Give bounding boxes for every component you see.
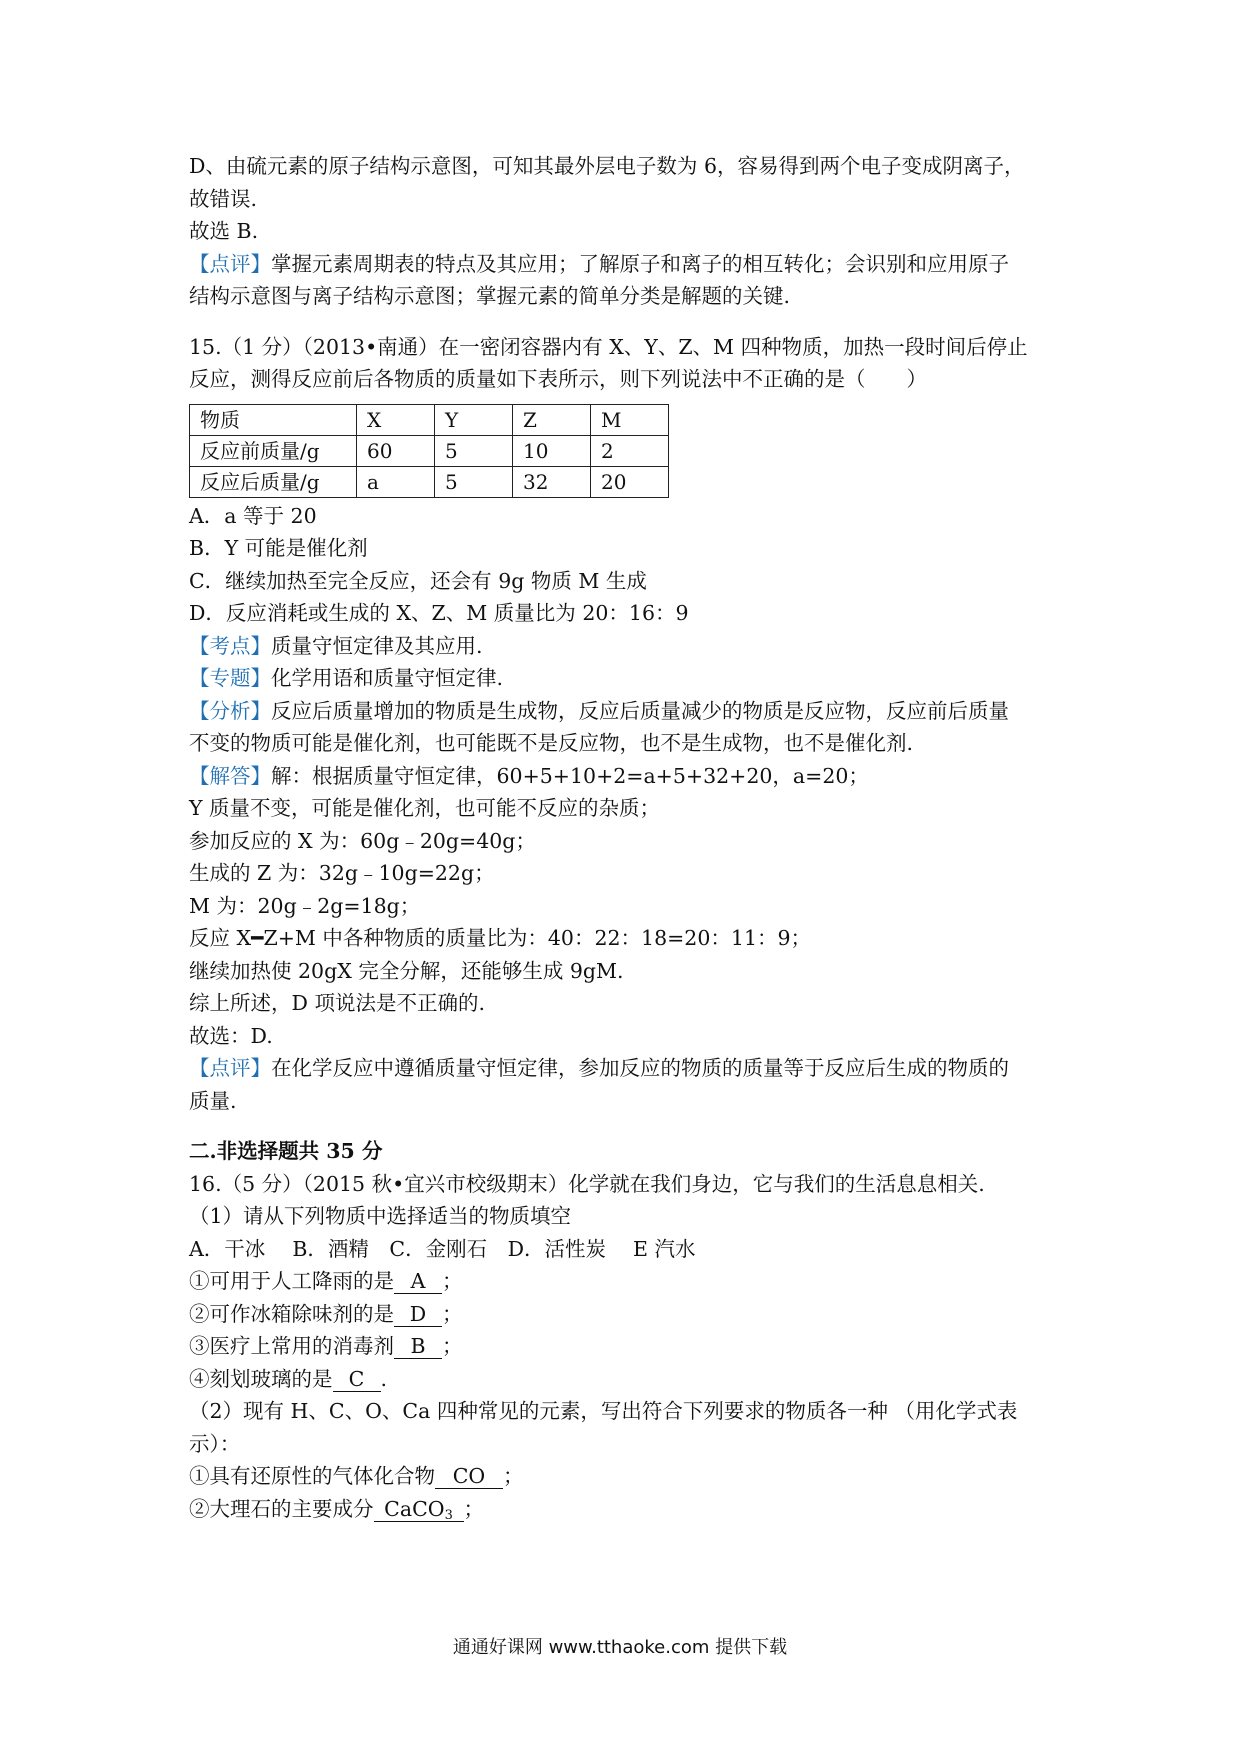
dianping-line1 bbox=[189, 1052, 1059, 1085]
q16-part2-line2: 示）： bbox=[189, 1431, 241, 1456]
table-cell: 5 bbox=[435, 435, 513, 466]
q15-option-c: C．继续加热至完全反应，还会有 9g 物质 M 生成 bbox=[189, 568, 647, 593]
table-cell: a bbox=[357, 466, 435, 497]
q16-item bbox=[189, 1330, 1059, 1363]
section-title: 二.非选择题共 35 分 bbox=[189, 1139, 383, 1163]
jieda-tag: 【解答】 bbox=[189, 763, 271, 788]
kaodian-line bbox=[189, 630, 1059, 663]
jieda-line: 生成的 Z 为：32g﹣10g=22g； bbox=[189, 861, 495, 885]
dianping-tag: 【点评】 bbox=[189, 1056, 271, 1080]
q16-item-suffix: . bbox=[380, 1366, 388, 1391]
table-cell: 60 bbox=[357, 435, 435, 466]
prev-answer-d-line1: D、由硫元素的原子结构示意图，可知其最外层电子数为 6，容易得到两个电子变成阴离子， bbox=[189, 154, 1025, 178]
table-header-cell: 物质 bbox=[190, 404, 357, 435]
mass-table bbox=[189, 404, 669, 498]
q16-part2-item bbox=[189, 1460, 1059, 1493]
fenxi-tag: 【分析】 bbox=[189, 698, 271, 723]
table-row bbox=[190, 466, 669, 497]
q16-item-suffix: ； bbox=[442, 1334, 463, 1358]
fenxi-text: 反应后质量增加的物质是生成物，反应后质量减少的物质是反应物，反应前后质量 bbox=[271, 698, 1009, 723]
jieda-line1 bbox=[189, 760, 1059, 793]
jieda-text: 解：根据质量守恒定律，60+5+10+2=a+5+32+20，a=20； bbox=[271, 763, 869, 788]
table-cell: 5 bbox=[435, 466, 513, 497]
jieda-line: 反应 X━Z+M 中各种物质的质量比为：40：22：18=20：11：9； bbox=[189, 926, 812, 950]
table-cell: 反应前质量/g bbox=[190, 435, 357, 466]
q16-item-suffix: ； bbox=[463, 1496, 484, 1521]
table-header-cell: Z bbox=[513, 404, 591, 435]
jieda-line: Y 质量不变，可能是催化剂，也可能不反应的杂质； bbox=[189, 796, 661, 820]
formula-main: CaCO bbox=[384, 1496, 445, 1521]
fenxi-line2: 不变的物质可能是催化剂，也可能既不是反应物，也不是生成物，也不是催化剂. bbox=[189, 731, 914, 755]
table-cell: 32 bbox=[513, 466, 591, 497]
zhuanti-line bbox=[189, 662, 1059, 695]
jieda-line: 综上所述，D 项说法是不正确的. bbox=[189, 991, 485, 1015]
kaodian-text: 质量守恒定律及其应用. bbox=[271, 633, 483, 658]
table-cell: 10 bbox=[513, 435, 591, 466]
q15-option-d: D．反应消耗或生成的 X、Z、M 质量比为 20：16：9 bbox=[189, 601, 689, 625]
table-header-cell: Y bbox=[435, 404, 513, 435]
table-header-row bbox=[190, 404, 669, 435]
page-footer: 通通好课网 www.tthaoke.com 提供下载 bbox=[452, 1637, 788, 1658]
comment-text: 掌握元素周期表的特点及其应用；了解原子和离子的相互转化；会识别和应用原子 bbox=[271, 251, 1009, 276]
q15-option-b: B．Y 可能是催化剂 bbox=[189, 536, 368, 560]
q15-stem-line2: 反应，测得反应前后各物质的质量如下表所示，则下列说法中不正确的是（ ） bbox=[189, 367, 927, 391]
prev-answer-choice: 故选 B. bbox=[189, 219, 259, 243]
formula-subscript: 3 bbox=[444, 1507, 453, 1523]
answer-blank: B bbox=[394, 1334, 442, 1359]
answer-blank: D bbox=[394, 1302, 442, 1327]
q16-item-prefix: ①可用于人工降雨的是 bbox=[189, 1269, 394, 1293]
zhuanti-text: 化学用语和质量守恒定律. bbox=[271, 666, 504, 690]
q15-stem-line1: 15.（1 分）（2013•南通）在一密闭容器内有 X、Y、Z、M 四种物质，加热一段时间后停止 bbox=[189, 334, 1028, 359]
q16-item-suffix: ； bbox=[442, 1301, 463, 1326]
answer-blank: A bbox=[394, 1269, 442, 1294]
jieda-line: 继续加热使 20gX 完全分解，还能够生成 9gM. bbox=[189, 958, 624, 983]
zhuanti-tag: 【专题】 bbox=[189, 666, 271, 690]
jieda-line: 参加反应的 X 为：60g﹣20g=40g； bbox=[189, 828, 536, 853]
fenxi-line1 bbox=[189, 695, 1059, 728]
dianping-line2: 质量. bbox=[189, 1088, 237, 1113]
table-row bbox=[190, 435, 669, 466]
q16-item-prefix: ①具有还原性的气体化合物 bbox=[189, 1464, 435, 1488]
q16-item-suffix: ； bbox=[503, 1464, 524, 1488]
q16-item bbox=[189, 1298, 1059, 1331]
prev-comment-line2: 结构示意图与离子结构示意图；掌握元素的简单分类是解题的关键. bbox=[189, 284, 791, 308]
document-body bbox=[189, 150, 1059, 1525]
comment-tag: 【点评】 bbox=[189, 251, 271, 276]
q16-item bbox=[189, 1265, 1059, 1298]
jieda-line: M 为：20g﹣2g=18g； bbox=[189, 893, 421, 918]
q16-part1-intro: （1）请从下列物质中选择适当的物质填空 bbox=[189, 1204, 572, 1228]
answer-blank: C bbox=[333, 1367, 381, 1392]
table-cell: 2 bbox=[591, 435, 669, 466]
table-header-cell: M bbox=[591, 404, 669, 435]
kaodian-tag: 【考点】 bbox=[189, 633, 271, 658]
prev-comment-line1 bbox=[189, 248, 1059, 281]
table-cell: 20 bbox=[591, 466, 669, 497]
q16-item bbox=[189, 1363, 1059, 1396]
table-cell: 反应后质量/g bbox=[190, 466, 357, 497]
prev-answer-d-line2: 故错误. bbox=[189, 186, 258, 211]
q15-option-a: A．a 等于 20 bbox=[189, 503, 317, 528]
dianping-text: 在化学反应中遵循质量守恒定律，参加反应的物质的质量等于反应后生成的物质的 bbox=[271, 1056, 1009, 1080]
q16-part2-line1: （2）现有 H、C、O、Ca 四种常见的元素，写出符合下列要求的物质各一种 （用化学式表 bbox=[189, 1399, 1018, 1423]
q16-item-prefix: ③医疗上常用的消毒剂 bbox=[189, 1334, 394, 1358]
table-header-cell: X bbox=[357, 404, 435, 435]
q16-item-prefix: ②大理石的主要成分 bbox=[189, 1496, 374, 1521]
q16-part1-options: A．干冰 B．酒精 C．金刚石 D．活性炭 E 汽水 bbox=[189, 1236, 696, 1261]
q16-item-prefix: ④刻划玻璃的是 bbox=[189, 1366, 333, 1391]
answer-blank: CO bbox=[435, 1464, 503, 1489]
q16-item-prefix: ②可作冰箱除味剂的是 bbox=[189, 1301, 394, 1326]
jieda-line: 故选：D. bbox=[189, 1023, 273, 1048]
q16-item-suffix: ； bbox=[442, 1269, 463, 1293]
q16-stem: 16.（5 分）（2015 秋•宜兴市校级期末）化学就在我们身边，它与我们的生活息息相关. bbox=[189, 1171, 985, 1196]
answer-blank bbox=[374, 1497, 464, 1522]
q16-part2-item bbox=[189, 1493, 1059, 1526]
